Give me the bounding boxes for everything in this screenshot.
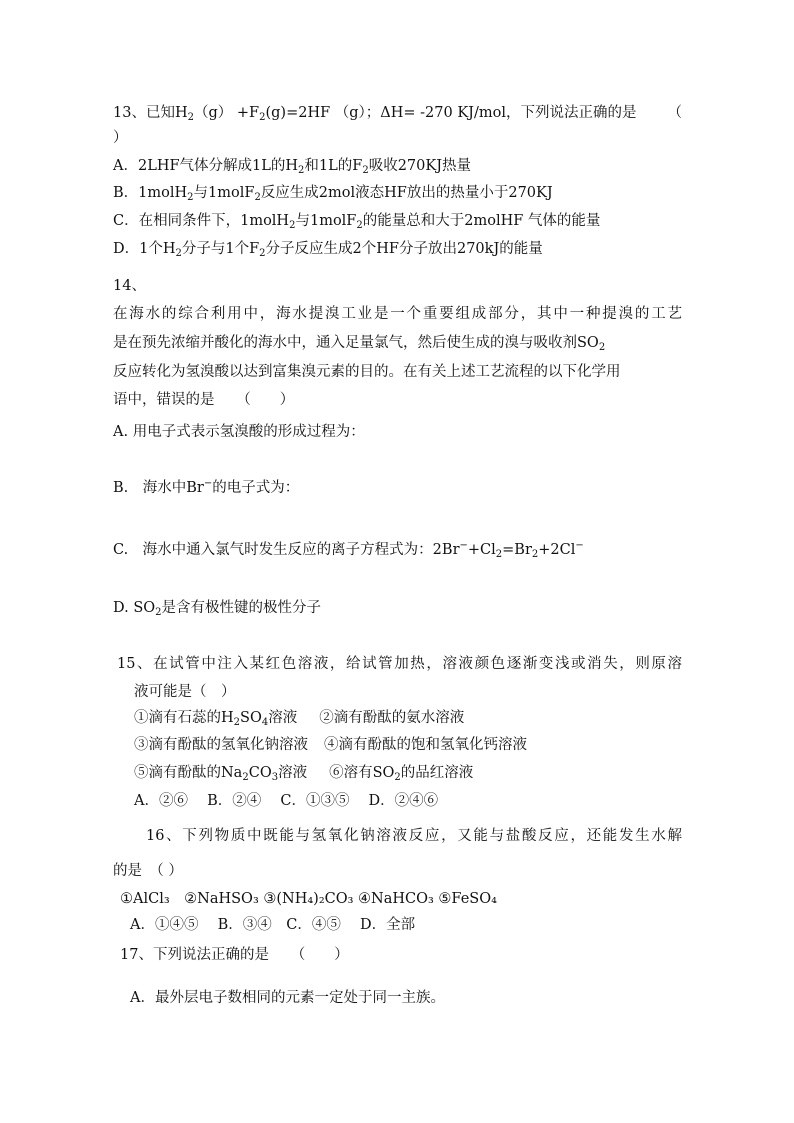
q17-option-a: A．最外层电子数相同的元素一定处于同一主族。 xyxy=(130,990,445,1006)
q14-line-1: 在海水的综合利用中，海水提溴工业是一个重要组成部分，其中一种提溴的工艺 xyxy=(113,306,682,322)
q16-line-1: 16、下列物质中既能与氢氧化钠溶液反应，又能与盐酸反应，还能发生水解 xyxy=(146,828,682,844)
q15-choices-row-2 xyxy=(134,735,682,755)
q16-line-2: 的是 （ ） xyxy=(113,863,183,879)
q17-stem: 17、下列说法正确的是 （ ） xyxy=(120,947,349,963)
q15-line-2: 液可能是（ ） xyxy=(134,684,236,700)
q15-choices-row-1 xyxy=(134,708,682,733)
q13-option-b: B．1molH$_2$与1molF$_2$反应生成2mol液态HF放出的热量小于270KJ xyxy=(113,185,553,203)
q14-option-c: C. 海水中通入氯气时发生反应的离子方程式为：$2Br^-+Cl_2=Br_2+2Cl^-$ xyxy=(113,540,584,560)
q14-line-4: 语中，错误的是 （ ） xyxy=(113,392,295,408)
q13-stem-close: ） xyxy=(113,130,128,146)
q15-choice-1: ①滴有石蕊的$H_2SO_4$溶液 xyxy=(134,710,298,728)
q14-line-2: 是在预先浓缩并酸化的海水中，通入足量氯气，然后使生成的溴与吸收剂$SO_2$ xyxy=(113,335,606,353)
q15-options: A．②⑥ B．②④ C．①③⑤ D．②④⑥ xyxy=(134,793,439,809)
q13-option-a: A．2LHF气体分解成1L的$H_2$和1L的$F_2$吸收270KJ热量 xyxy=(113,158,472,176)
q15-choice-6: ⑥溶有$SO_2$的品红溶液 xyxy=(329,765,474,783)
q16-options: A．①④⑤ B．③④ C．④⑤ D．全部 xyxy=(130,917,416,933)
q13-option-d: D．1个$H_2$分子与1个$F_2$分子反应生成2个HF分子放出270kJ的能量 xyxy=(113,241,543,259)
q14-option-d: D. $SO_2$是含有极性键的极性分子 xyxy=(113,600,322,618)
q15-choice-2: ②滴有酚酞的氨水溶液 xyxy=(319,710,465,726)
q14-line-3: 反应转化为氢溴酸以达到富集溴元素的目的。在有关上述工艺流程的以下化学用 xyxy=(113,364,621,380)
q14-number: 14、 xyxy=(113,278,146,294)
q15-choices-row-3 xyxy=(134,763,682,788)
q15-choice-4: ④滴有酚酞的饱和氢氧化钙溶液 xyxy=(324,737,527,753)
q14-option-a: A. 用电子式表示氢溴酸的形成过程为： xyxy=(113,424,365,440)
q13-option-c: C．在相同条件下，1molH$_2$与1molF$_2$的能量总和大于2molHF 气体的能量 xyxy=(113,213,601,231)
q13-stem: 13、已知$H_2(g) +F_2(g)=2HF$ （g）；ΔH= -270 KJ/mol，下列说法正确的是 （ xyxy=(113,105,682,123)
q15-choice-5: ⑤滴有酚酞的$Na_2CO_3$溶液 xyxy=(134,765,308,783)
q14-option-b: B. 海水中Br−的电子式为： xyxy=(113,478,300,496)
q15-choice-3: ③滴有酚酞的氢氧化钠溶液 xyxy=(134,737,308,753)
q16-items: ①AlCl₃ ②NaHSO₃ ③(NH₄)₂CO₃ ④NaHCO₃ ⑤FeSO₄ xyxy=(120,891,497,907)
q15-line-1: 15、在试管中注入某红色溶液，给试管加热，溶液颜色逐渐变浅或消失，则原溶 xyxy=(117,656,682,672)
